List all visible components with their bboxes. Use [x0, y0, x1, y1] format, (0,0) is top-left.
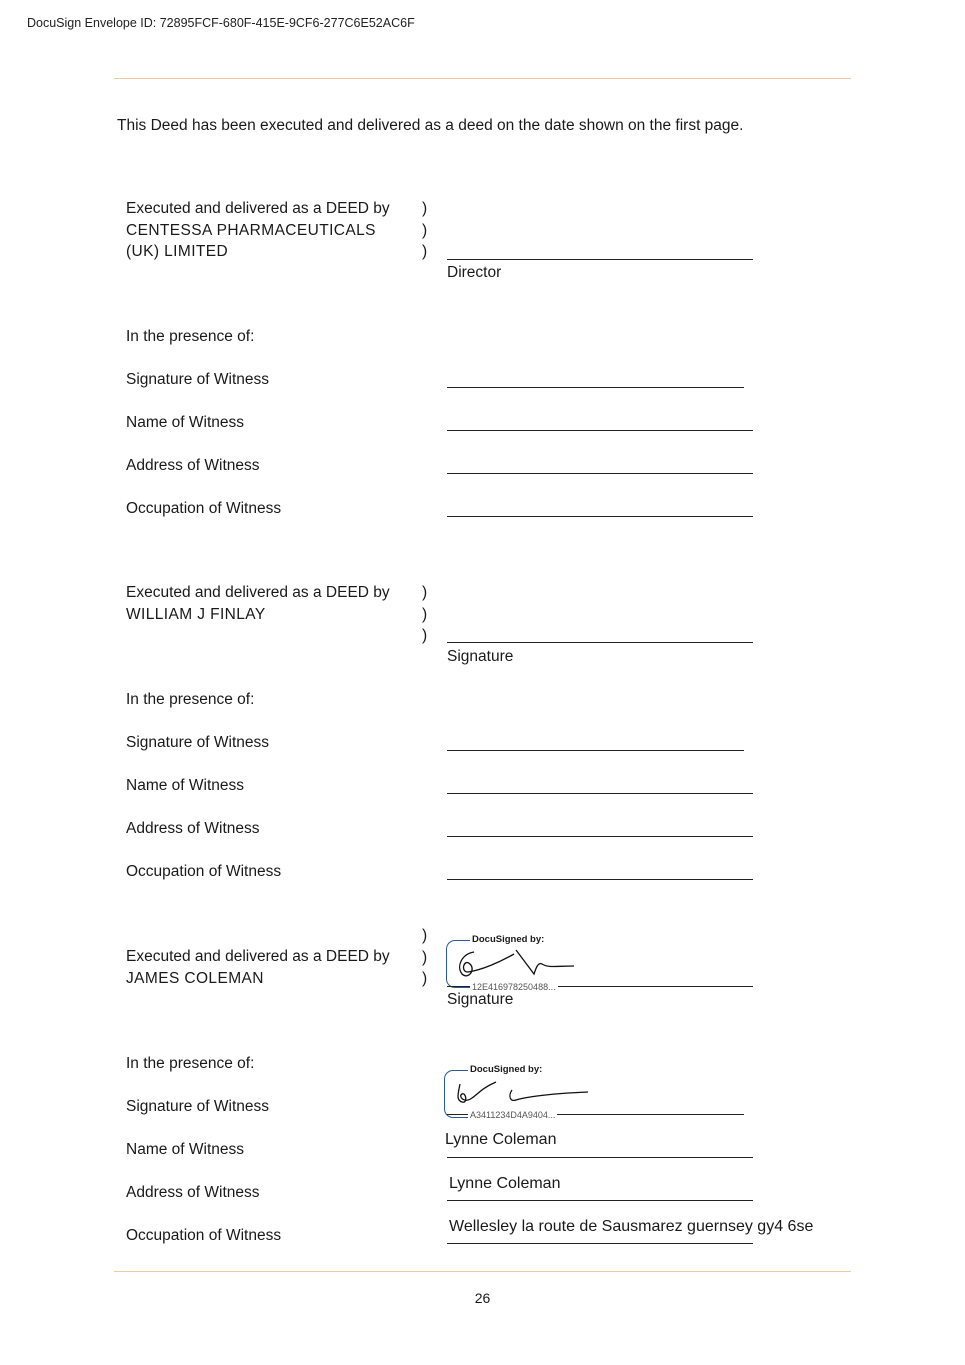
bracket: ) [422, 927, 428, 944]
presence-label: In the presence of: [126, 328, 255, 345]
witness-signature-image [452, 1074, 592, 1114]
witness-address-value: Wellesley la route de Sausmarez guernsey gy4 6se [449, 1218, 814, 1235]
witness-occupation-line[interactable] [447, 879, 753, 880]
execution-clause-coleman [126, 946, 390, 989]
witness-name-label: Name of Witness [126, 777, 245, 794]
witness-occupation-line[interactable] [447, 1243, 753, 1244]
intro-text: This Deed has been executed and delivered as a deed on the date shown on the first page. [117, 117, 744, 134]
witness-occupation-label: Occupation of Witness [126, 1227, 282, 1244]
bracket: ) [422, 605, 428, 623]
executed-line: Executed and delivered as a DEED by [126, 584, 390, 601]
party-name-line2: (UK) LIMITED [126, 243, 229, 260]
witness-address-line[interactable] [447, 473, 753, 474]
witness-address-line[interactable] [447, 1200, 753, 1201]
witness-signature-name: Lynne Coleman [445, 1131, 557, 1148]
witness-occupation-label: Occupation of Witness [126, 500, 282, 517]
director-caption: Director [447, 264, 502, 281]
signature-image [452, 944, 582, 986]
bracket: ) [422, 221, 428, 239]
executed-line: Executed and delivered as a DEED by [126, 200, 390, 217]
witness-name-label: Name of Witness [126, 414, 245, 431]
director-signature-line[interactable] [447, 259, 753, 260]
signature-caption: Signature [447, 648, 514, 665]
bracket: ) [422, 200, 428, 217]
witness-name-label: Name of Witness [126, 1141, 245, 1158]
witness-occupation-label: Occupation of Witness [126, 863, 282, 880]
witness-occupation-line[interactable] [447, 516, 753, 517]
witness-signature-line[interactable] [447, 387, 744, 388]
bracket: ) [422, 584, 428, 601]
bracket: ) [422, 948, 428, 966]
party-name-line1: WILLIAM J FINLAY [126, 605, 266, 623]
docusign-label: DocuSigned by: [472, 934, 545, 945]
witness-address-label: Address of Witness [126, 457, 260, 474]
top-divider [114, 78, 851, 79]
witness-signature-label: Signature of Witness [126, 371, 270, 388]
bracket-column [422, 925, 427, 990]
witness-address-label: Address of Witness [126, 820, 260, 837]
witness-address-line[interactable] [447, 836, 753, 837]
witness-signature-label: Signature of Witness [126, 734, 270, 751]
witness-name-line[interactable] [447, 430, 753, 431]
witness-name-line[interactable] [447, 1157, 753, 1158]
bracket: ) [422, 970, 428, 987]
execution-clause-centessa [126, 198, 390, 263]
docusign-label: DocuSigned by: [470, 1064, 543, 1075]
presence-label: In the presence of: [126, 691, 255, 708]
signature-caption: Signature [447, 991, 514, 1008]
witness-name-value: Lynne Coleman [449, 1175, 561, 1192]
witness-address-label: Address of Witness [126, 1184, 260, 1201]
bracket: ) [422, 627, 428, 644]
page-number: 26 [474, 1290, 491, 1306]
bracket-column [422, 198, 427, 263]
bracket: ) [422, 243, 428, 260]
signature-line[interactable] [447, 642, 753, 643]
envelope-id: DocuSign Envelope ID: 72895FCF-680F-415E-9CF6-277C6E52AC6F [27, 16, 415, 30]
bracket-column [422, 582, 427, 647]
party-name-line1: CENTESSA PHARMACEUTICALS [126, 221, 376, 239]
bottom-divider [114, 1271, 851, 1272]
docusign-id: A3411234D4A9404... [470, 1110, 556, 1120]
docusign-id: 12E416978250488... [472, 982, 556, 992]
party-name-line1: JAMES COLEMAN [126, 969, 264, 987]
presence-label: In the presence of: [126, 1055, 255, 1072]
executed-line: Executed and delivered as a DEED by [126, 948, 390, 965]
witness-name-line[interactable] [447, 793, 753, 794]
witness-signature-line[interactable] [447, 750, 744, 751]
witness-signature-label: Signature of Witness [126, 1098, 270, 1115]
execution-clause-finlay [126, 582, 390, 625]
